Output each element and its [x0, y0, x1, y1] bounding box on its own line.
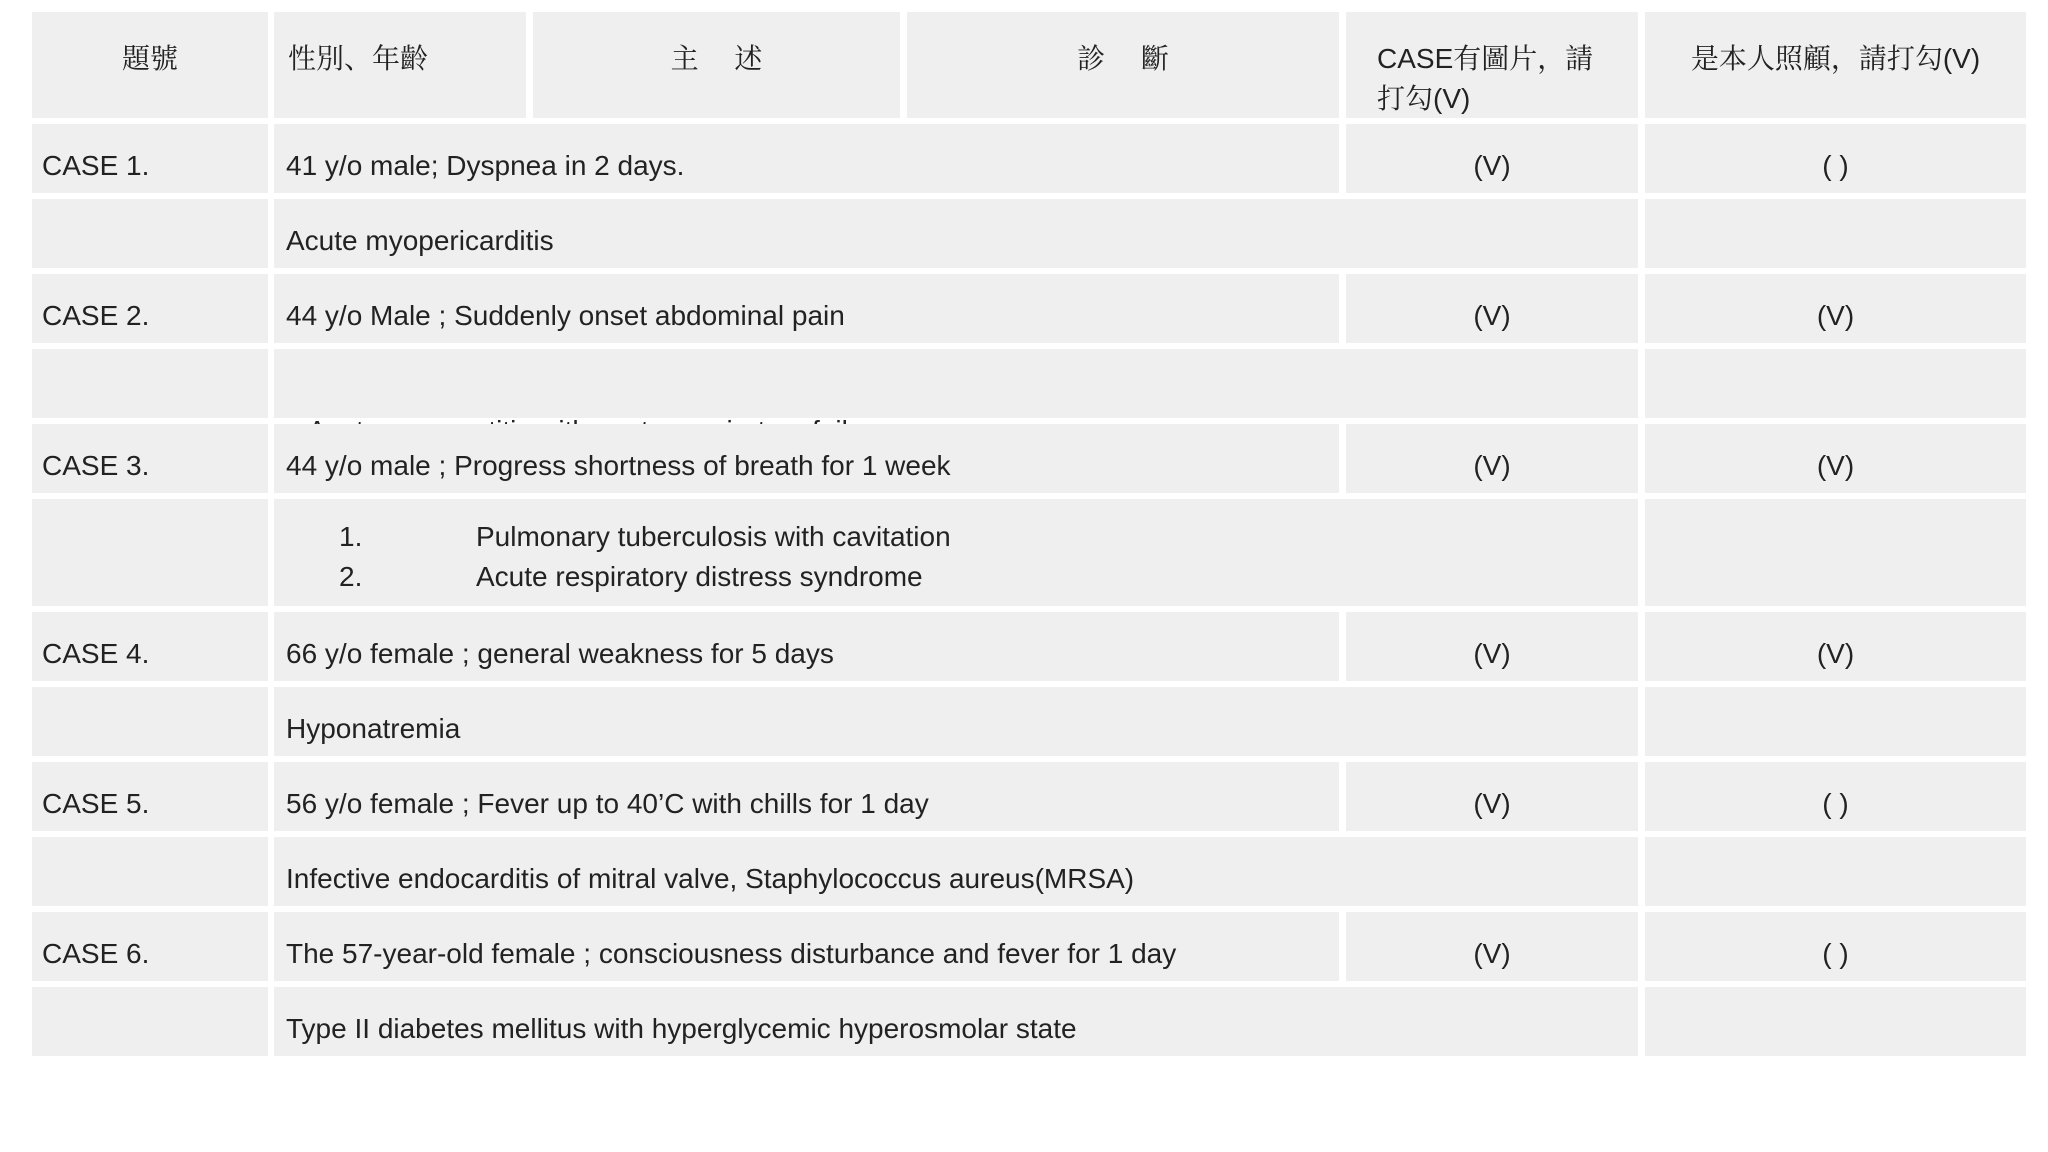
case-id-cell	[32, 612, 268, 681]
case-has-image-cell	[1346, 424, 1638, 493]
header-diagnosis-label: 診 斷	[1077, 43, 1169, 74]
case-self-care-cell	[1645, 912, 2026, 981]
case-self-care-cell	[1645, 274, 2026, 343]
case-id: CASE 2.	[42, 300, 150, 331]
diagnosis-id-cell	[32, 199, 268, 268]
header-sex-age-label: 性別、年齡	[288, 43, 429, 74]
case-has-image-cell	[1346, 124, 1638, 193]
case-id-cell	[32, 762, 268, 831]
header-id-label: 題號	[121, 43, 178, 74]
case-summary: 56 y/o female ; Fever up to 40’C with chills for 1 day	[286, 788, 929, 819]
diagnosis-cell	[274, 987, 1638, 1056]
diagnosis-id-cell	[32, 499, 268, 606]
header-has-image-label-line1: CASE有圖片，請	[1377, 43, 1594, 74]
case-has-image-cell	[1346, 762, 1638, 831]
case-summary-cell	[274, 124, 1339, 193]
diagnosis-id-cell	[32, 837, 268, 906]
case-self-care-cell	[1645, 424, 2026, 493]
case-has-image-cell	[1346, 912, 1638, 981]
header-has-image-cell	[1346, 12, 1638, 118]
diagnosis-cell	[274, 837, 1638, 906]
header-id-cell	[32, 12, 268, 118]
header-sex-age-cell	[274, 12, 526, 118]
diagnosis-id-cell	[32, 349, 268, 418]
case-id-cell	[32, 124, 268, 193]
case-id-cell	[32, 424, 268, 493]
case-self-care-cell	[1645, 762, 2026, 831]
case-summary-cell	[274, 762, 1339, 831]
case-id: CASE 4.	[42, 638, 150, 669]
header-self-care-label: 是本人照顧，請打勾(V)	[1690, 43, 1981, 74]
case-has-image-cell	[1346, 274, 1638, 343]
case-summary: The 57-year-old female ; consciousness disturbance and fever for 1 day	[286, 938, 1177, 969]
diagnosis-blank-cell	[1645, 687, 2026, 756]
diagnosis-blank-cell	[1645, 837, 2026, 906]
header-complaint-label: 主 述	[670, 43, 763, 74]
header-diagnosis-cell	[907, 12, 1339, 118]
case-has-image-mark: (V)	[1473, 150, 1511, 181]
case-has-image-mark: (V)	[1473, 638, 1511, 669]
diagnosis-list-number: 1.	[339, 521, 363, 552]
diagnosis-cell	[274, 499, 1638, 606]
diagnosis-blank-cell	[1645, 199, 2026, 268]
case-id-cell	[32, 274, 268, 343]
diagnosis-cell	[274, 199, 1638, 268]
case-has-image-cell	[1346, 612, 1638, 681]
diagnosis-id-cell	[32, 687, 268, 756]
diagnosis-text: Acute myopericarditis	[286, 225, 554, 256]
case-self-care-mark: ( )	[1822, 938, 1849, 969]
case-summary: 44 y/o Male ; Suddenly onset abdominal pain	[286, 300, 845, 331]
diagnosis-blank-cell	[1645, 987, 2026, 1056]
diagnosis-text: Type II diabetes mellitus with hyperglycemic hyperosmolar state	[286, 1013, 1077, 1044]
diagnosis-list-number: 2.	[339, 561, 363, 592]
diagnosis-id-cell	[32, 987, 268, 1056]
diagnosis-text: Hyponatremia	[286, 713, 461, 744]
diagnosis-blank-cell	[1645, 499, 2026, 606]
case-self-care-mark: (V)	[1816, 450, 1855, 481]
case-id-cell	[32, 912, 268, 981]
case-summary: 41 y/o male; Dyspnea in 2 days.	[286, 150, 685, 181]
case-self-care-cell	[1645, 124, 2026, 193]
case-summary-cell	[274, 912, 1339, 981]
diagnosis-list-text: Pulmonary tuberculosis with cavitation	[476, 521, 951, 552]
case-self-care-mark: (V)	[1816, 300, 1855, 331]
diagnosis-list	[339, 517, 951, 597]
diagnosis-list-item	[339, 557, 951, 597]
case-self-care-mark: (V)	[1816, 638, 1855, 669]
diagnosis-list-text: Acute respiratory distress syndrome	[476, 561, 923, 592]
diagnosis-text: Infective endocarditis of mitral valve, Staphylococcus aureus(MRSA)	[286, 863, 1135, 894]
case-id: CASE 1.	[42, 150, 150, 181]
header-self-care-cell	[1645, 12, 2026, 118]
case-summary: 66 y/o female ; general weakness for 5 days	[286, 638, 834, 669]
diagnosis-cell	[274, 687, 1638, 756]
case-self-care-cell	[1645, 612, 2026, 681]
case-has-image-mark: (V)	[1473, 788, 1511, 819]
case-has-image-mark: (V)	[1473, 938, 1511, 969]
case-self-care-mark: ( )	[1822, 150, 1849, 181]
case-has-image-mark: (V)	[1473, 450, 1511, 481]
diagnosis-list-item	[339, 517, 951, 557]
case-summary: 44 y/o male ; Progress shortness of breath for 1 week	[286, 450, 951, 481]
diagnosis-blank-cell	[1645, 349, 2026, 418]
case-summary-cell	[274, 274, 1339, 343]
case-id: CASE 5.	[42, 788, 150, 819]
case-id: CASE 6.	[42, 938, 150, 969]
diagnosis-cell	[274, 349, 1638, 418]
case-id: CASE 3.	[42, 450, 150, 481]
case-has-image-mark: (V)	[1473, 300, 1511, 331]
case-summary-cell	[274, 612, 1339, 681]
header-has-image-label-line2: 打勾(V)	[1377, 83, 1471, 114]
header-complaint-cell	[533, 12, 900, 118]
case-summary-cell	[274, 424, 1339, 493]
case-self-care-mark: ( )	[1822, 788, 1849, 819]
